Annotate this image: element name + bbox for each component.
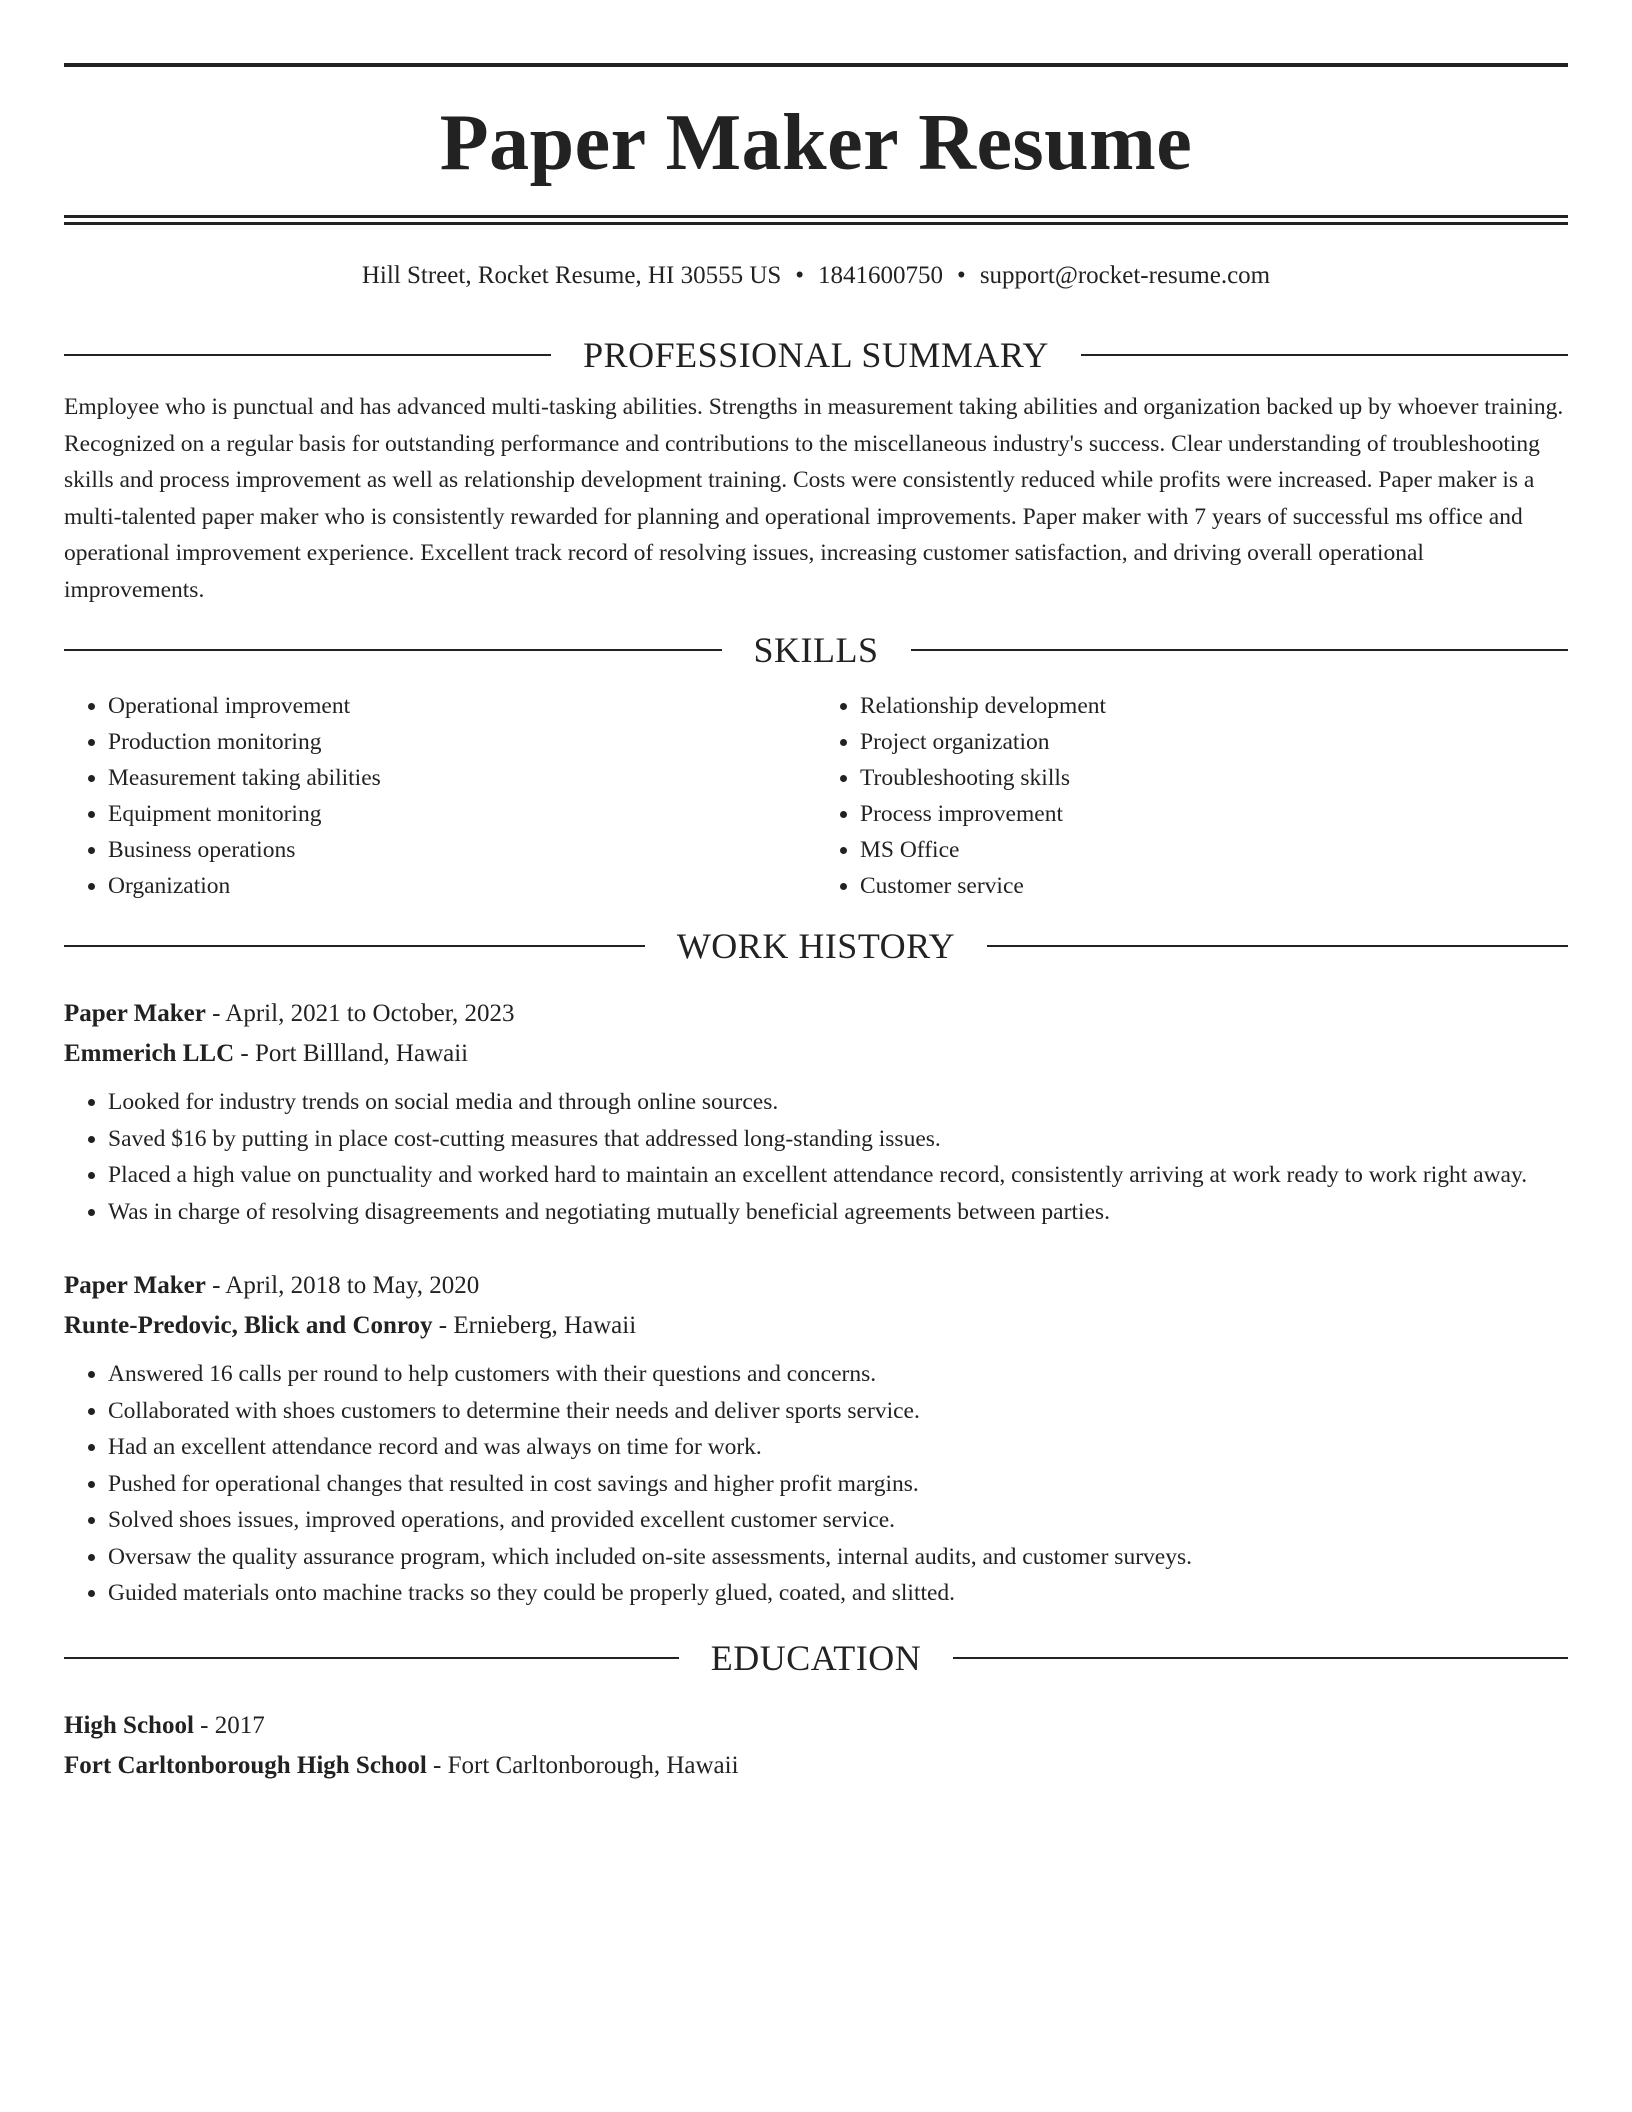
skill-item: • Relationship development xyxy=(860,688,1568,724)
education-school-line xyxy=(64,1746,1568,1786)
education-school: Fort Carltonborough High School xyxy=(64,1751,427,1779)
education-heading-text: EDUCATION xyxy=(710,1637,922,1678)
skill-item: • Troubleshooting skills xyxy=(860,760,1568,796)
job-company-line xyxy=(64,1034,1568,1074)
skill-item: • Organization xyxy=(108,868,816,904)
skill-item: • Business operations xyxy=(108,832,816,868)
job-title-line xyxy=(64,994,1568,1034)
skill-item: • Measurement taking abilities xyxy=(108,760,816,796)
summary-text: Employee who is punctual and has advanced multi-tasking abilities. Strengths in measurement taking abilities and organization backed up by whoever training. Recognized on a regular basis for outstanding performance and contributions to the miscellaneous industry's success. Clear understanding of troubleshooting skills and process improvement as well as relationship development training. Costs were consistently reduced while profits were increased. Paper maker is a multi-talented paper maker who is consistently rewarded for planning and operational improvements. Paper maker with 7 years of successful ms office and operational improvement experience. Excellent track record of resolving issues, increasing customer satisfaction, and driving overall operational improvements. xyxy=(64,394,1564,603)
education-degree-line xyxy=(64,1706,1568,1746)
heading-rule-left xyxy=(64,354,551,356)
work-heading xyxy=(64,924,1568,968)
job-bullets xyxy=(64,1356,1568,1612)
contact-line xyxy=(64,261,1568,291)
job-dates: - April, 2021 to October, 2023 xyxy=(205,1000,515,1027)
job-bullet: • Placed a high value on punctuality and worked hard to maintain an excellent attendance record, consistently arriving at work ready to work right away. xyxy=(108,1157,1568,1194)
job-title-line xyxy=(64,1266,1568,1306)
contact-address: Hill Street, Rocket Resume, HI 30555 US xyxy=(361,262,782,289)
job-location: - Port Billland, Hawaii xyxy=(234,1040,469,1067)
job-entry xyxy=(64,1266,1568,1612)
heading-rule-left xyxy=(64,649,722,651)
skills-column-right xyxy=(816,688,1568,904)
summary-heading xyxy=(64,333,1568,377)
contact-separator: • xyxy=(795,262,805,289)
education-heading xyxy=(64,1636,1568,1680)
contact-phone: 1841600750 xyxy=(818,262,944,289)
skill-item: • Customer service xyxy=(860,868,1568,904)
heading-rule-left xyxy=(64,945,645,947)
skills-heading-text: SKILLS xyxy=(753,630,879,670)
heading-rule-right xyxy=(1081,354,1568,356)
skill-item: • Process improvement xyxy=(860,796,1568,832)
job-bullet: • Guided materials onto machine tracks so they could be properly glued, coated, and slitted. xyxy=(108,1575,1568,1612)
job-bullet: • Answered 16 calls per round to help customers with their questions and concerns. xyxy=(108,1356,1568,1393)
education-entry xyxy=(64,1706,1568,1786)
job-bullet: • Solved shoes issues, improved operations, and provided excellent customer service. xyxy=(108,1502,1568,1539)
skill-item: • Operational improvement xyxy=(108,688,816,724)
job-title: Paper Maker xyxy=(64,1272,206,1299)
job-bullet: • Collaborated with shoes customers to determine their needs and deliver sports service. xyxy=(108,1393,1568,1430)
top-rule xyxy=(64,63,1568,67)
contact-email: support@rocket-resume.com xyxy=(979,262,1271,289)
skills-list xyxy=(64,688,1568,904)
job-bullet: • Pushed for operational changes that resulted in cost savings and higher profit margins. xyxy=(108,1466,1568,1503)
job-bullet: • Had an excellent attendance record and was always on time for work. xyxy=(108,1429,1568,1466)
job-entry xyxy=(64,994,1568,1230)
heading-rule-right xyxy=(953,1657,1568,1659)
resume-title: Paper Maker Resume xyxy=(439,99,1193,187)
education-location: - Fort Carltonborough, Hawaii xyxy=(426,1751,739,1779)
work-heading-text: WORK HISTORY xyxy=(676,926,956,966)
education-year: - 2017 xyxy=(193,1711,265,1739)
double-rule xyxy=(64,215,1568,225)
contact-separator: • xyxy=(957,262,966,289)
skill-item: • Production monitoring xyxy=(108,724,816,760)
job-title: Paper Maker xyxy=(64,1000,206,1027)
heading-rule-left xyxy=(64,1657,679,1659)
skill-item: • Equipment monitoring xyxy=(108,796,816,832)
job-bullet: • Oversaw the quality assurance program, which included on-site assessments, internal audits, and customer surveys. xyxy=(108,1539,1568,1576)
job-location: - Ernieberg, Hawaii xyxy=(432,1312,637,1339)
skill-item: • MS Office xyxy=(860,832,1568,868)
job-company: Runte-Predovic, Blick and Conroy xyxy=(64,1312,433,1339)
heading-rule-right xyxy=(911,649,1569,651)
job-bullet: • Saved $16 by putting in place cost-cutting measures that addressed long-standing issues. xyxy=(108,1121,1568,1158)
job-bullet: • Was in charge of resolving disagreements and negotiating mutually beneficial agreements between parties. xyxy=(108,1194,1568,1231)
job-dates: - April, 2018 to May, 2020 xyxy=(205,1272,480,1299)
skills-column-left xyxy=(64,688,816,904)
skill-item: • Project organization xyxy=(860,724,1568,760)
summary-heading-text: PROFESSIONAL SUMMARY xyxy=(583,335,1049,375)
heading-rule-right xyxy=(987,945,1568,947)
job-company-line xyxy=(64,1306,1568,1346)
job-company: Emmerich LLC xyxy=(64,1040,235,1067)
job-bullets xyxy=(64,1084,1568,1230)
education-degree: High School xyxy=(64,1711,194,1739)
skills-heading xyxy=(64,628,1568,672)
job-bullet: • Looked for industry trends on social media and through online sources. xyxy=(108,1084,1568,1121)
